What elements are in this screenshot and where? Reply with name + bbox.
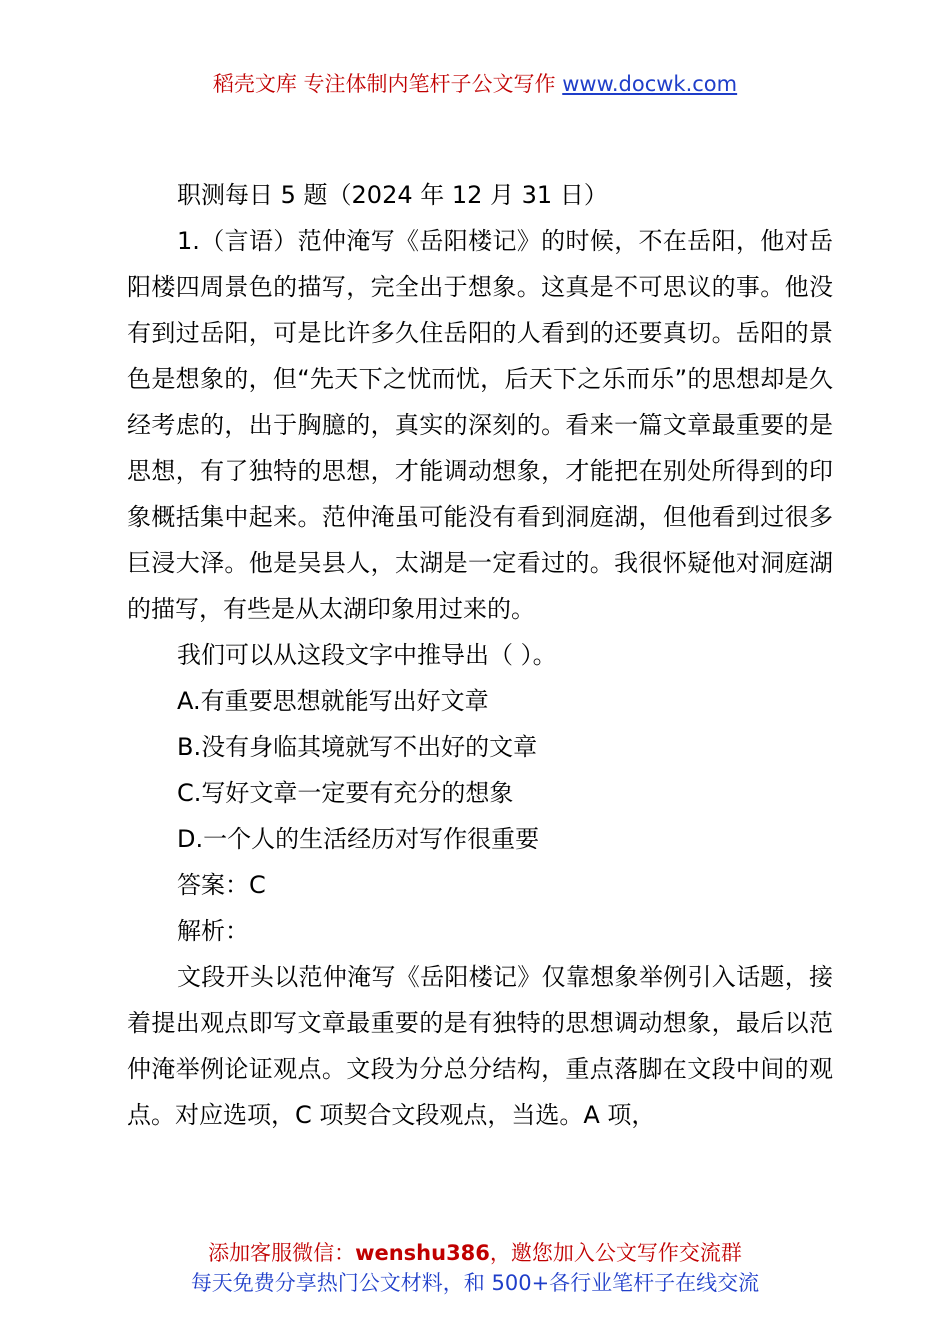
footer-prefix: 添加客服微信： bbox=[208, 1241, 356, 1265]
analysis-label: 解析： bbox=[177, 917, 249, 945]
page-footer bbox=[0, 1238, 950, 1298]
question-text: 1.（言语）范仲淹写《岳阳楼记》的时候，不在岳阳，他对岳阳楼四周景色的描写，完全出于想象。这真是不可思议的事。他没有到过岳阳，可是比许多久住岳阳的人看到的还要真切。岳阳的景色是想象的，但“先天下之忧而忧，后天下之乐而乐”的思想却是久经考虑的，出于胸臆的，真实的深刻的。看来一篇文章最重要的是思想，有了独特的思想，才能调动想象，才能把在别处所得到的印象概括集中起来。范仲淹虽可能没有看到洞庭湖，但他看到过很多巨浸大泽。他是吴县人，太湖是一定看过的。我很怀疑他对洞庭湖的描写，有些是从太湖印象用过来的。 bbox=[127, 227, 833, 623]
header-link[interactable]: www.docwk.com bbox=[562, 72, 738, 96]
wechat-id: wenshu386 bbox=[355, 1241, 490, 1265]
option-b: B.没有身临其境就写不出好的文章 bbox=[177, 733, 538, 761]
document-title: 职测每日 5 题（2024 年 12 月 31 日） bbox=[177, 181, 608, 209]
page-header bbox=[0, 68, 950, 100]
footer-suffix: ，邀您加入公文写作交流群 bbox=[489, 1241, 742, 1265]
option-c: C.写好文章一定要有充分的想象 bbox=[177, 779, 514, 807]
header-brand: 稻壳文库 专注体制内笔杆子公文写作 bbox=[212, 72, 556, 96]
question-prompt: 我们可以从这段文字中推导出（ ）。 bbox=[177, 641, 557, 669]
option-d: D.一个人的生活经历对写作很重要 bbox=[177, 825, 540, 853]
footer-line-2: 每天免费分享热门公文材料，和 500+各行业笔杆子在线交流 bbox=[190, 1271, 760, 1295]
answer: 答案：C bbox=[177, 871, 266, 899]
document-body bbox=[127, 172, 833, 1138]
analysis-text: 文段开头以范仲淹写《岳阳楼记》仅靠想象举例引入话题，接着提出观点即写文章最重要的是有独特的思想调动想象，最后以范仲淹举例论证观点。文段为分总分结构，重点落脚在文段中间的观点。对应选项，C 项契合文段观点，当选。A 项， bbox=[127, 963, 833, 1129]
footer-line-1 bbox=[0, 1238, 950, 1268]
option-a: A.有重要思想就能写出好文章 bbox=[177, 687, 489, 715]
